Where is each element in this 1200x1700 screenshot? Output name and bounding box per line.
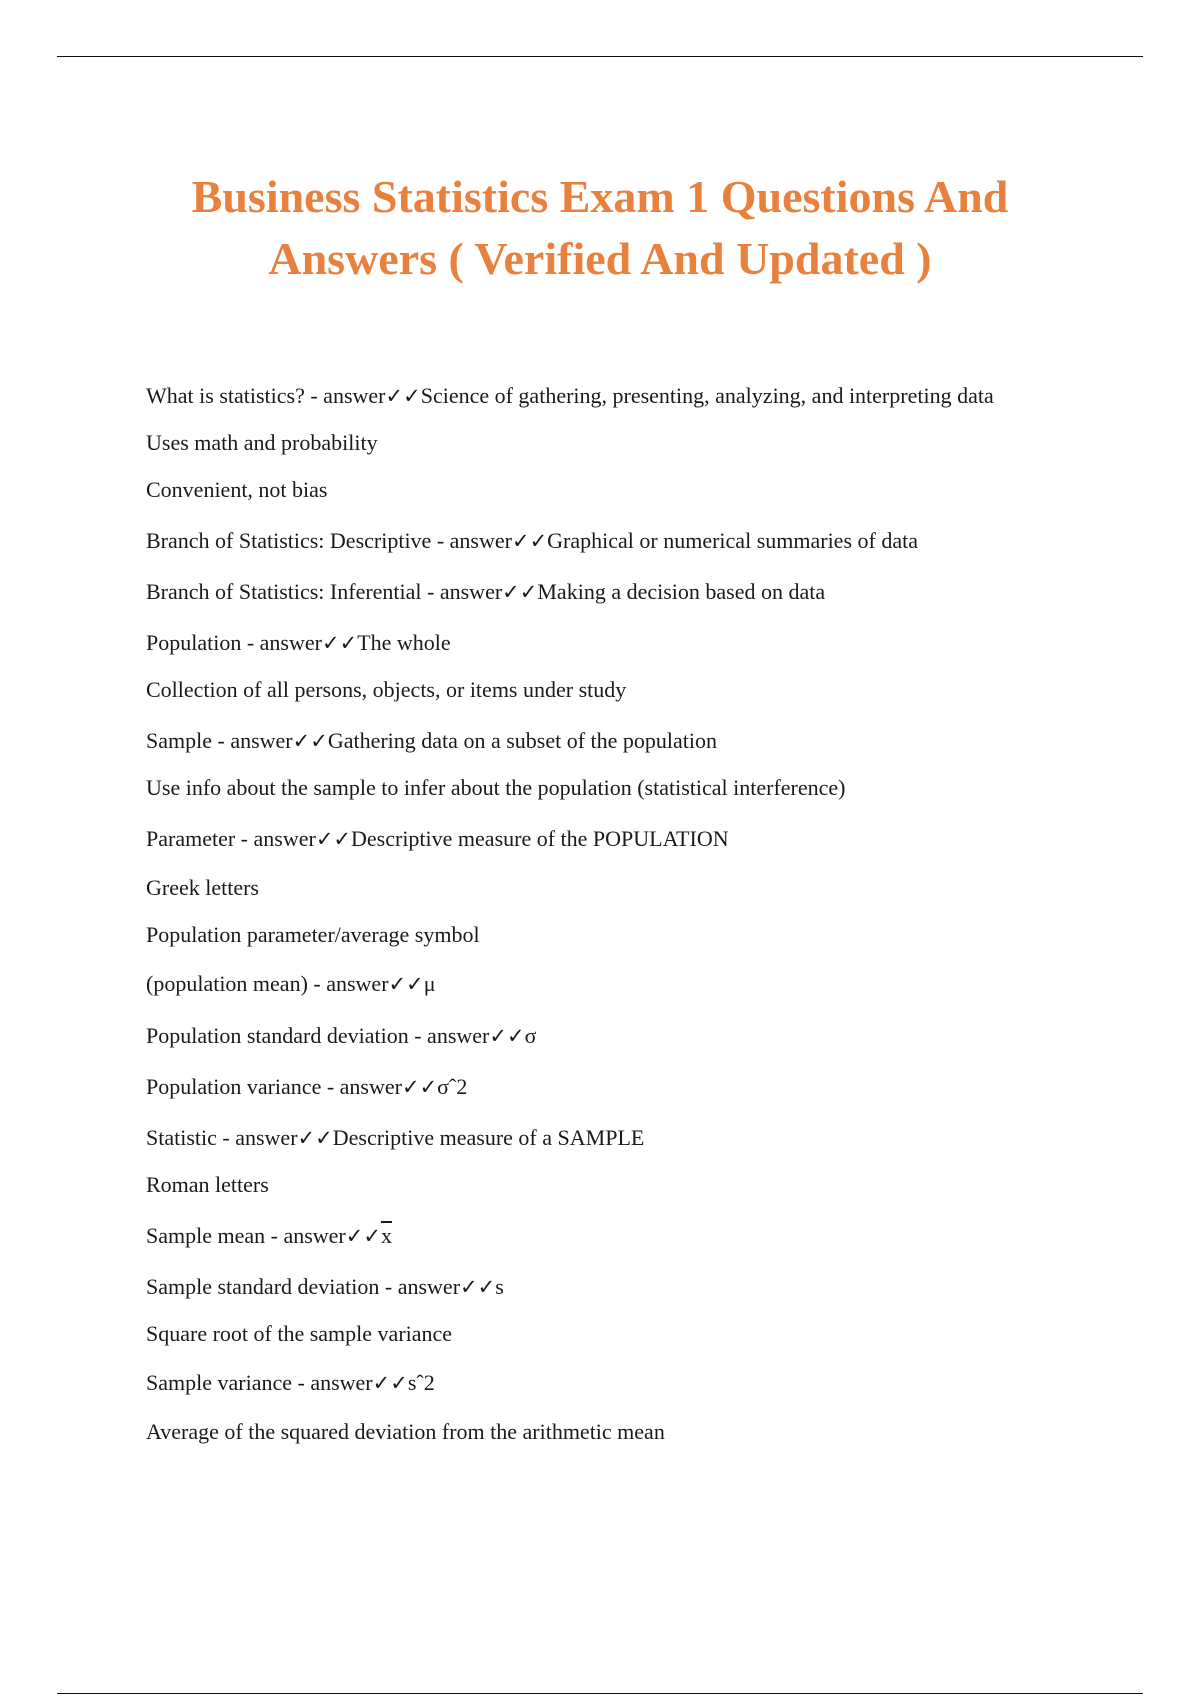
qa-line	[146, 526, 1146, 556]
qa-line	[146, 1221, 1146, 1251]
qa-line	[146, 726, 1146, 756]
title-line-1: Business Statistics Exam 1 Questions And	[191, 171, 1009, 222]
note-line: Collection of all persons, objects, or items under study	[146, 677, 627, 702]
question-text: Branch of Statistics: Inferential - answer	[146, 579, 503, 604]
answer-text: Descriptive measure of the POPULATION	[351, 826, 729, 851]
answer-text: σˆ2	[437, 1074, 468, 1099]
note-line: Average of the squared deviation from the arithmetic mean	[146, 1419, 665, 1444]
question-text: Sample mean - answer	[146, 1223, 346, 1248]
answer-text: Gathering data on a subset of the population	[327, 728, 718, 753]
question-text: Statistic - answer	[146, 1125, 298, 1150]
qa-line	[146, 824, 1146, 854]
qa-line	[146, 1123, 1146, 1153]
qa-line	[146, 381, 1146, 411]
document-title	[100, 166, 1100, 290]
question-text: Sample standard deviation - answer	[146, 1274, 461, 1299]
note-line: Greek letters	[146, 875, 259, 900]
answer-text: Descriptive measure of a SAMPLE	[332, 1125, 645, 1150]
qa-line	[146, 1368, 1146, 1398]
note-line: Population parameter/average symbol	[146, 922, 480, 947]
qa-list	[146, 381, 1146, 1447]
check-mark-icon: ✓✓	[401, 1075, 438, 1099]
note-line: Uses math and probability	[146, 430, 378, 455]
answer-text: σ	[524, 1023, 537, 1048]
qa-line	[146, 1272, 1146, 1302]
check-mark-icon: ✓✓	[321, 631, 358, 655]
question-text: Sample variance - answer	[146, 1370, 373, 1395]
answer-text: Graphical or numerical summaries of data	[547, 528, 918, 553]
question-text: Population - answer	[146, 630, 322, 655]
answer-text: s	[495, 1274, 504, 1299]
qa-line	[146, 577, 1146, 607]
question-text: Branch of Statistics: Descriptive - answer	[146, 528, 512, 553]
check-mark-icon: ✓✓	[511, 529, 548, 553]
note-line: Convenient, not bias	[146, 477, 328, 502]
check-mark-icon: ✓✓	[388, 972, 424, 996]
note-line: Roman letters	[146, 1172, 269, 1197]
top-rule	[57, 56, 1143, 57]
note-line: Use info about the sample to infer about the population (statistical interference)	[146, 775, 846, 800]
answer-text: $\overline{x}$	[380, 1223, 392, 1248]
answer-text: Science of gathering, presenting, analyzing, and interpreting data	[420, 383, 994, 408]
answer-text: The whole	[357, 630, 451, 655]
qa-line	[146, 628, 1146, 658]
title-line-2: Answers ( Verified And Updated )	[268, 233, 932, 284]
answer-text: μ	[423, 971, 436, 996]
check-mark-icon: ✓✓	[460, 1275, 496, 1299]
check-mark-icon: ✓✓	[489, 1024, 525, 1048]
note-line: Square root of the sample variance	[146, 1321, 453, 1346]
check-mark-icon: ✓✓	[372, 1371, 408, 1395]
question-text: Parameter - answer	[146, 826, 316, 851]
question-text: What is statistics? - answer	[146, 383, 386, 408]
answer-text: Making a decision based on data	[537, 579, 826, 604]
check-mark-icon: ✓✓	[315, 827, 352, 851]
qa-line	[146, 1021, 1146, 1051]
check-mark-icon: ✓✓	[502, 580, 538, 604]
check-mark-icon: ✓✓	[292, 729, 328, 753]
bottom-rule	[57, 1693, 1143, 1694]
question-text: (population mean) - answer	[146, 971, 389, 996]
check-mark-icon: ✓✓	[345, 1224, 381, 1248]
qa-line	[146, 969, 1146, 999]
question-text: Population variance - answer	[146, 1074, 402, 1099]
check-mark-icon: ✓✓	[385, 384, 421, 408]
answer-text: sˆ2	[407, 1370, 435, 1395]
check-mark-icon: ✓✓	[297, 1126, 333, 1150]
question-text: Sample - answer	[146, 728, 293, 753]
qa-line	[146, 1072, 1146, 1102]
question-text: Population standard deviation - answer	[146, 1023, 490, 1048]
